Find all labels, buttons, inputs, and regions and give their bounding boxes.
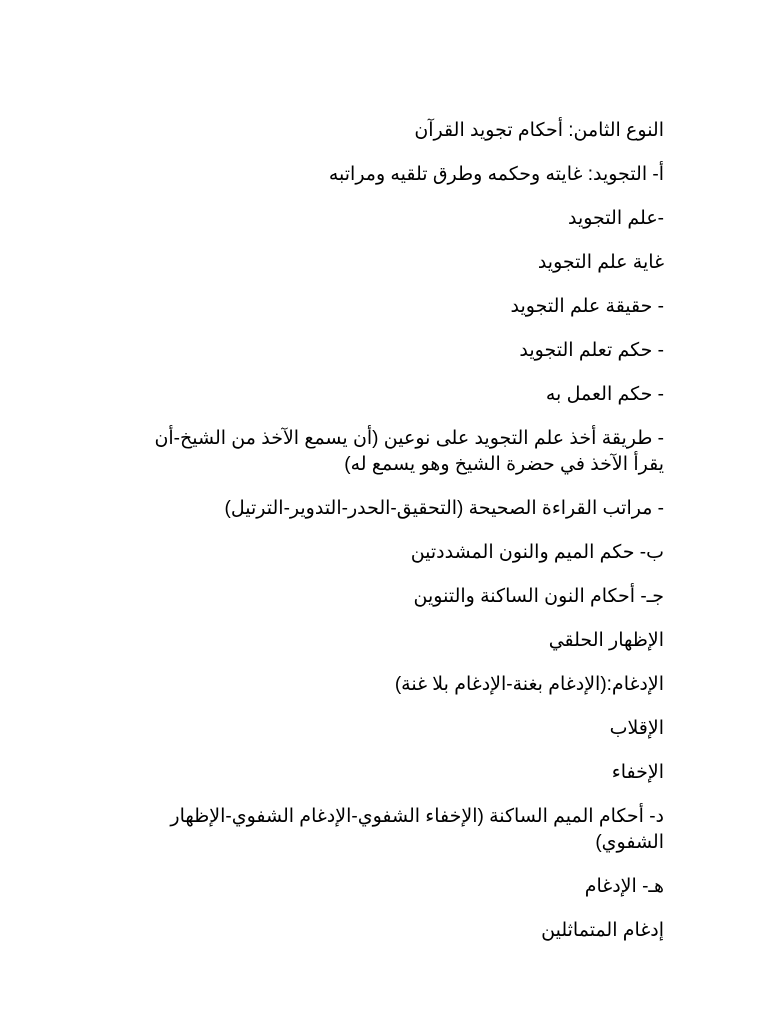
document-body — [124, 118, 664, 962]
text-line: - مراتب القراءة الصحيحة (التحقيق-الحدر-التدوير-الترتيل) — [224, 498, 664, 519]
text-line: - حكم تعلم التجويد — [519, 340, 664, 361]
subsection-a-heading: أ- التجويد: غايته وحكمه وطرق تلقيه ومراتبه — [328, 164, 664, 185]
text-line: الإخفاء — [611, 762, 664, 783]
text-line: - طريقة أخذ علم التجويد على نوعين (أن يسمع الآخذ من الشيخ-أن يقرأ الآخذ في حضرة الشيخ وهو يسمع له) — [154, 428, 664, 475]
text-line: غاية علم التجويد — [537, 252, 664, 273]
text-line: -علم التجويد — [567, 208, 664, 229]
text-line: - حكم العمل به — [545, 384, 664, 405]
subsection-b-heading: ب- حكم الميم والنون المشددتين — [410, 542, 664, 563]
text-line: الإظهار الحلقي — [548, 630, 664, 651]
subsection-e-heading: هـ- الإدغام — [584, 876, 664, 897]
text-line: إدغام المتماثلين — [541, 920, 664, 941]
section-heading-eighth-type: النوع الثامن: أحكام تجويد القرآن — [414, 120, 664, 141]
subsection-c-heading: جـ- أحكام النون الساكنة والتنوين — [413, 586, 664, 607]
subsection-d-heading: د- أحكام الميم الساكنة (الإخفاء الشفوي-الإدغام الشفوي-الإظهار الشفوي) — [170, 806, 664, 853]
text-line: الإدغام:(الإدغام بغنة-الإدغام بلا غنة) — [394, 674, 664, 695]
text-line: - حقيقة علم التجويد — [510, 296, 664, 317]
text-line: الإقلاب — [609, 718, 664, 739]
